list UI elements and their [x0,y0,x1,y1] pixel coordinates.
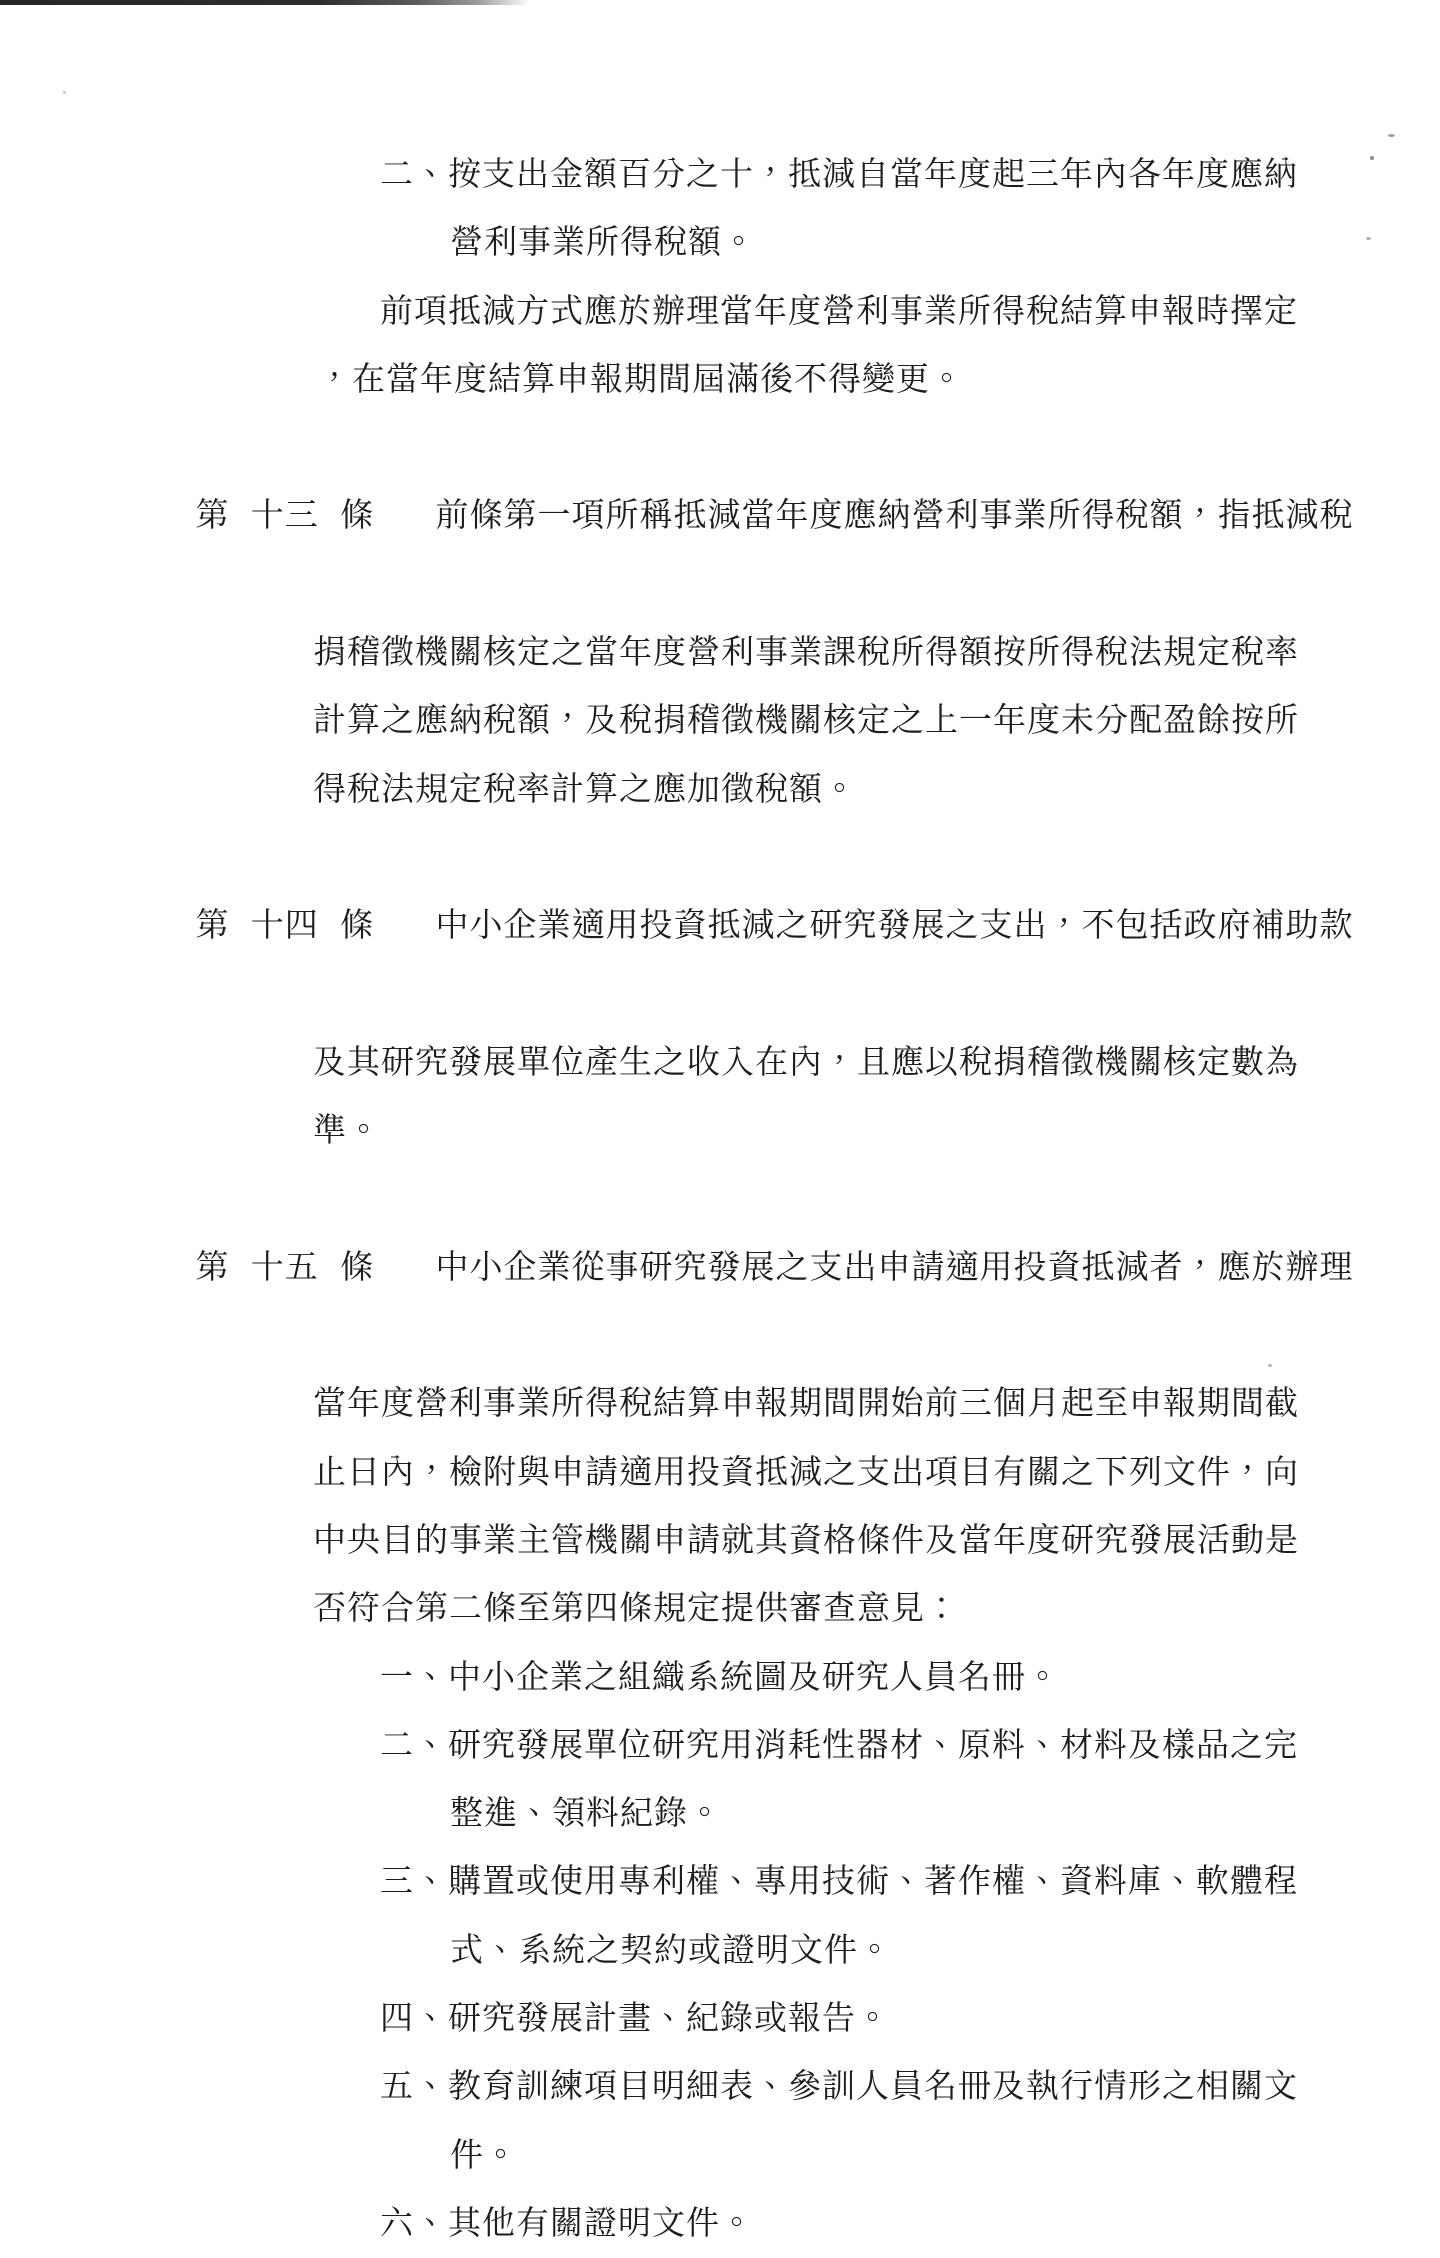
text-line: 二、按支出金額百分之十，抵減自當年度起三年內各年度應納 [380,157,1298,193]
article-line [0,1165,1440,1370]
scan-speck [1388,134,1395,137]
text-line: 計算之應納稅額，及稅捐稽徵機關核定之上一年度未分配盈餘按所 [313,703,1299,740]
text-line: 捐稽徵機關核定之當年度營利事業課稅所得額按所得稅法規定稅率 [313,635,1299,672]
article-line [0,414,1440,619]
list-item: 二、研究發展單位研究用消耗性器材、原料、材料及樣品之完 [380,1727,1298,1764]
text-line: 營利事業所得稅額。 [450,225,756,262]
list-item-continuation: 式、系統之契約或證明文件。 [450,1932,892,1969]
article-number: 第 十三 條 [195,498,374,535]
list-item: 四、研究發展計畫、紀錄或報告。 [380,2001,890,2038]
article-line [0,824,1440,1029]
scan-edge-artifact [0,0,530,5]
list-item: 五、教育訓練項目明細表、參訓人員名冊及執行情形之相關文 [380,2069,1298,2106]
article-text: 中小企業適用投資抵減之研究發展之支出，不包括政府補助款 [435,908,1354,945]
text-line: 當年度營利事業所得稅結算申報期間開始前三個月起至申報期間截 [313,1386,1299,1423]
text-line: 及其研究發展單位產生之收入在內，且應以稅捐稽徵機關核定數為 [313,1044,1299,1081]
list-item: 六、其他有關證明文件。 [380,2205,754,2242]
text-line: ，在當年度結算申報期間屆滿後不得變更。 [318,361,964,398]
text-line: 中央目的事業主管機關申請就其資格條件及當年度研究發展活動是 [313,1522,1299,1559]
list-item: 三、購置或使用專利權、專用技術、著作權、資料庫、軟體程 [380,1864,1298,1901]
list-item: 一、中小企業之組織系統圖及研究人員名冊。 [380,1659,1060,1696]
text-line: 得稅法規定稅率計算之應加徵稅額。 [313,771,857,808]
list-item-continuation: 整進、領料紀錄。 [450,1796,722,1833]
article-number: 第 十五 條 [195,1249,374,1286]
text-line: 否符合第二條至第四條規定提供審查意見： [313,1591,959,1628]
article-text: 中小企業從事研究發展之支出申請適用投資抵減者，應於辦理 [435,1249,1354,1286]
document-text-block [0,141,1440,2258]
text-line: 止日內，檢附與申請適用投資抵減之支出項目有關之下列文件，向 [313,1454,1299,1491]
article-number: 第 十四 條 [195,908,374,945]
text-line: 準。 [313,1113,381,1150]
article-text: 前條第一項所稱抵減當年度應納營利事業所得稅額，指抵減稅 [435,498,1354,535]
list-item-continuation: 件。 [450,2137,518,2174]
text-line: 前項抵減方式應於辦理當年度營利事業所得稅結算申報時擇定 [380,293,1298,330]
scan-speck [63,91,66,94]
